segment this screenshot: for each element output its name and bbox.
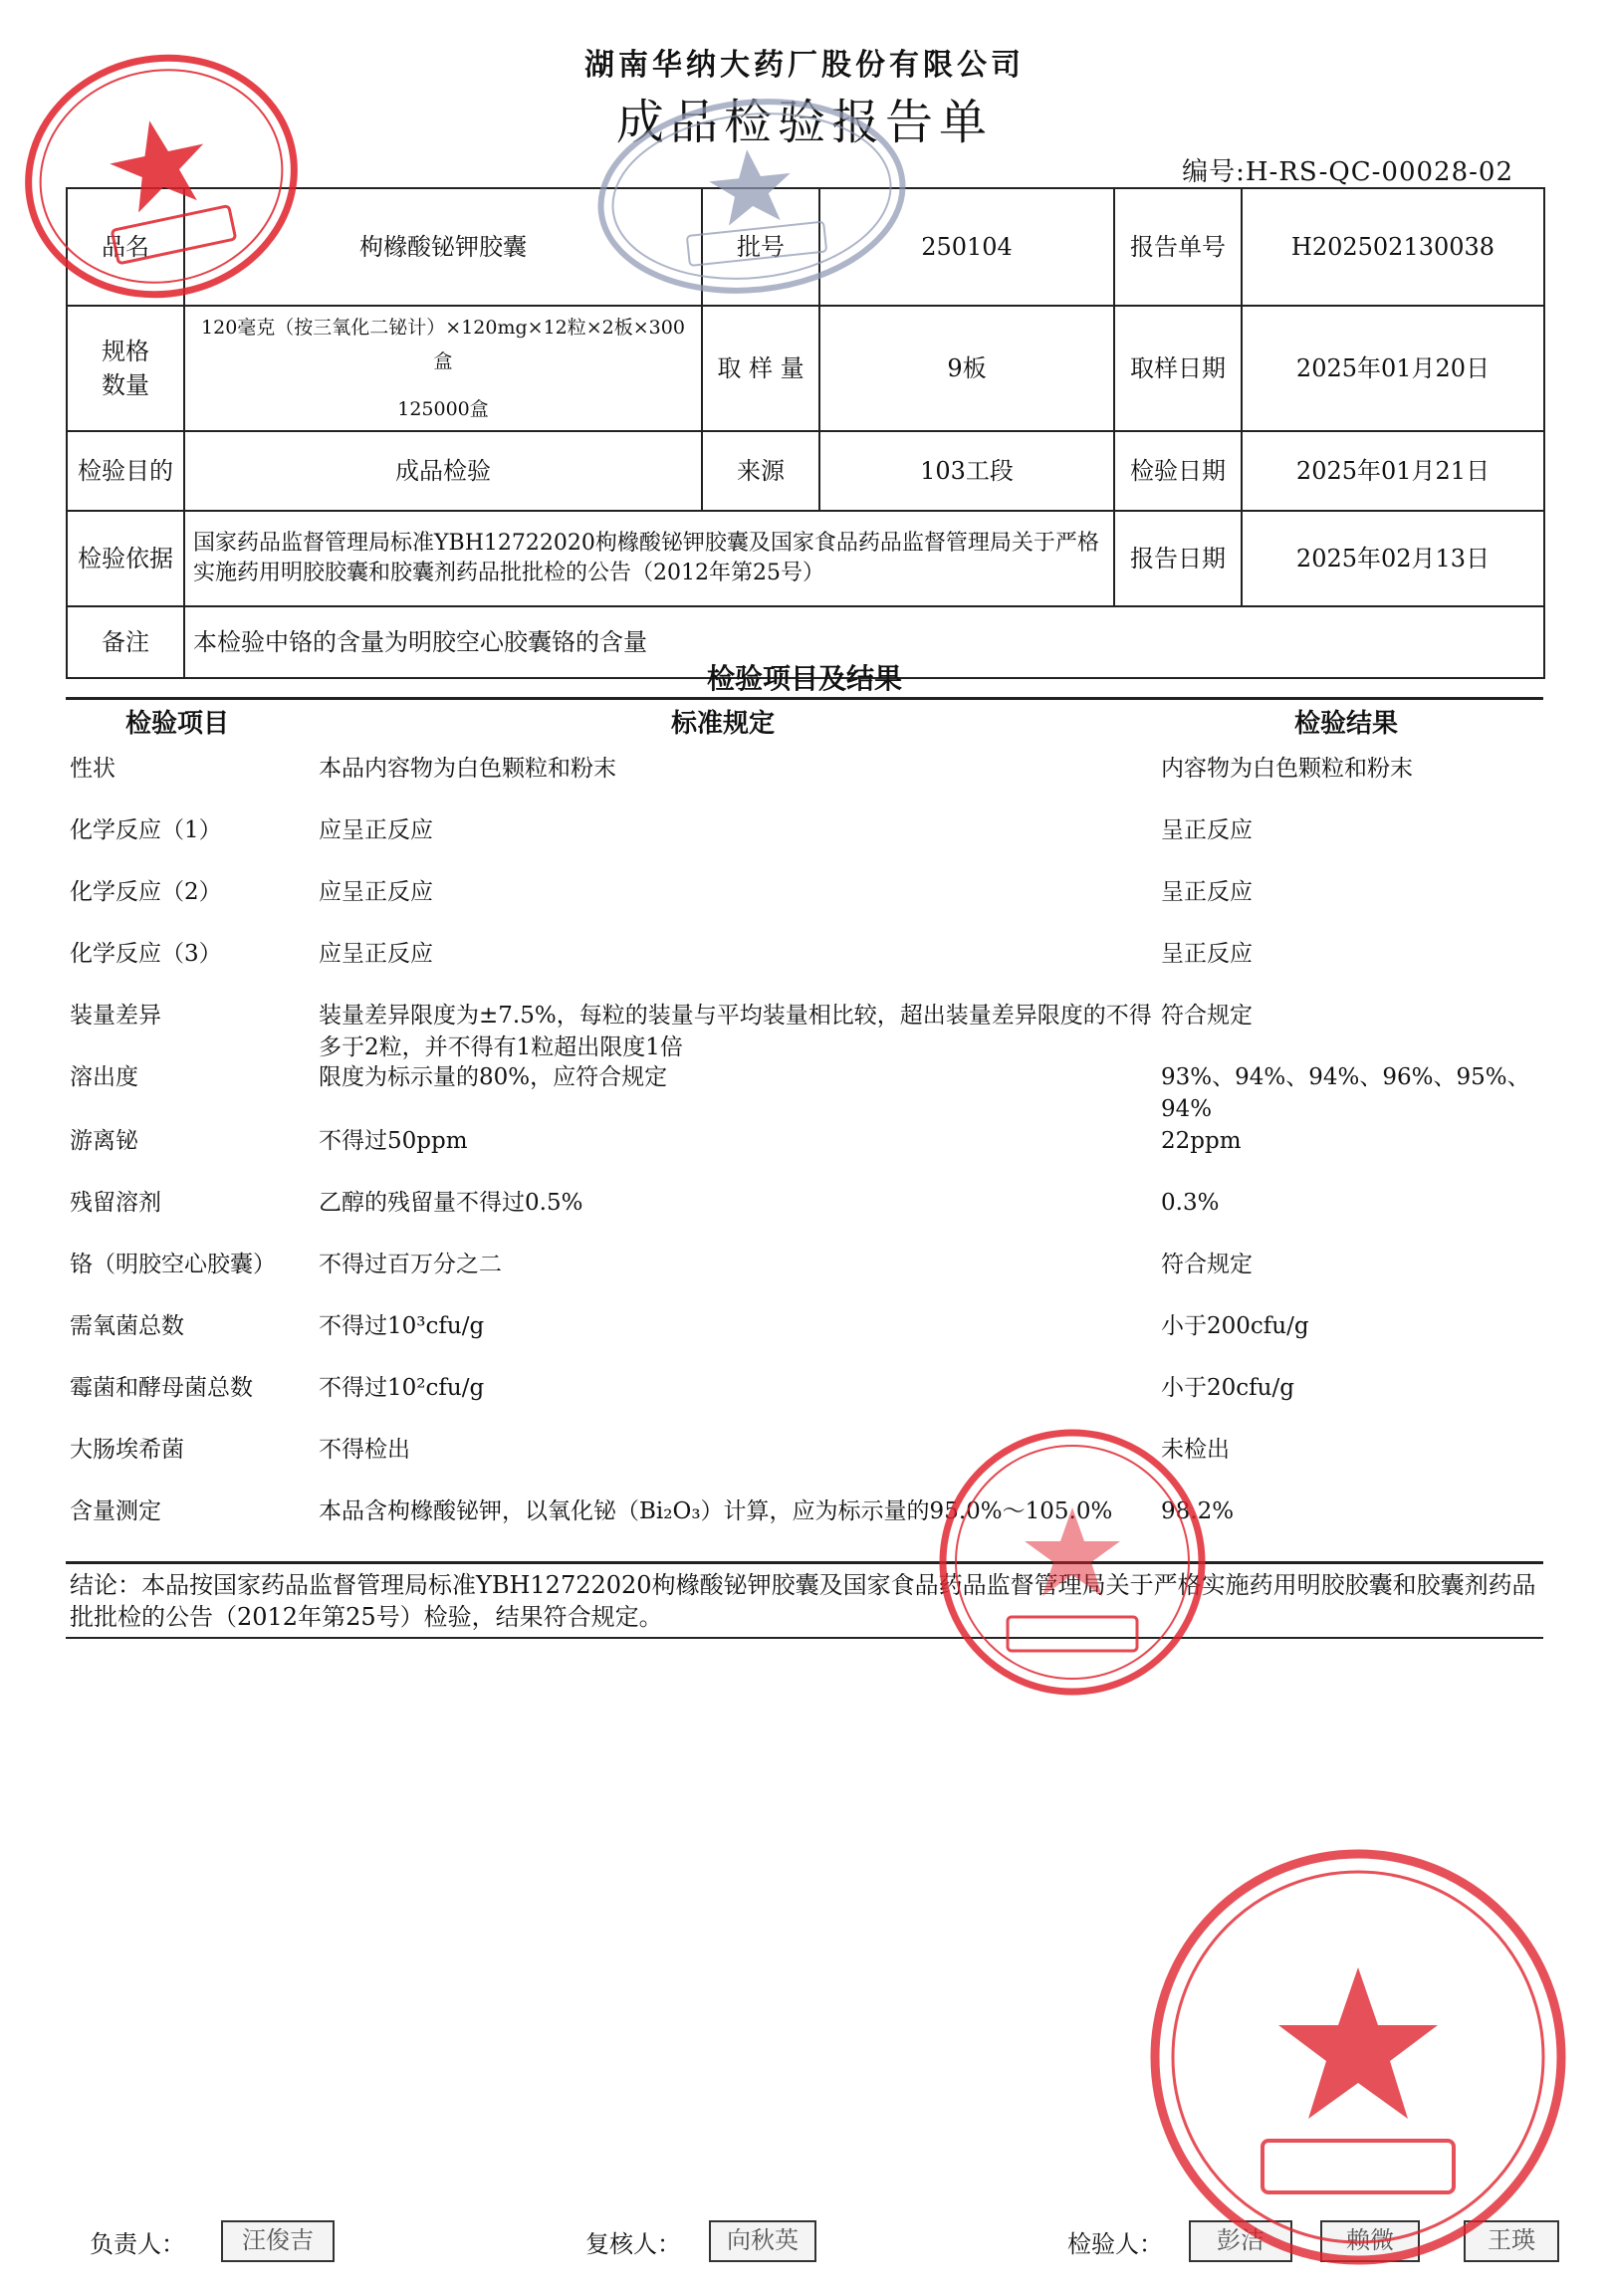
spec-label: 规格 <box>102 338 149 365</box>
result-row <box>0 1125 1609 1185</box>
result-standard: 应呈正反应 <box>319 817 433 843</box>
result-item: 溶出度 <box>70 1064 138 1090</box>
basis-value: 国家药品监督管理局标准YBH12722020枸橼酸铋钾胶囊及国家食品药品监督管理局关于严格实施药用明胶胶囊和胶囊剂药品批批检的公告（2012年第25号） <box>184 511 1114 606</box>
batch-label: 批号 <box>702 188 819 306</box>
source-value: 103工段 <box>819 431 1114 511</box>
result-value: 0.3% <box>1161 1190 1220 1216</box>
result-standard: 装量差异限度为±7.5%，每粒的装量与平均装量相比较，超出装量差异限度的不得多于2粒，并不得有1粒超出限度1倍 <box>319 1003 1152 1060</box>
result-standard: 乙醇的残留量不得过0.5% <box>319 1190 583 1216</box>
result-item: 铬（明胶空心胶囊） <box>70 1252 276 1277</box>
report-date-label: 报告日期 <box>1114 511 1242 606</box>
result-item: 化学反应（3） <box>70 941 222 967</box>
result-standard: 不得过10²cfu/g <box>319 1375 485 1401</box>
header-standard: 标准规定 <box>671 709 776 739</box>
result-row <box>0 1495 1609 1555</box>
result-item: 性状 <box>70 756 115 782</box>
report-no-label: 报告单号 <box>1114 188 1242 306</box>
result-row <box>0 938 1609 998</box>
sample-qty-value: 9板 <box>819 306 1114 431</box>
result-row <box>0 1187 1609 1247</box>
star-icon <box>1278 1967 1438 2119</box>
report-no-value: H202502130038 <box>1242 188 1544 306</box>
star-icon <box>103 111 214 216</box>
qty-value: 125000盒 <box>397 398 489 420</box>
result-value: 小于20cfu/g <box>1161 1375 1294 1401</box>
sample-qty-label: 取 样 量 <box>702 306 819 431</box>
qty-label: 数量 <box>102 371 149 399</box>
batch-value: 250104 <box>819 188 1114 306</box>
inspector-signature-2: 赖微 <box>1320 2220 1420 2262</box>
result-value: 22ppm <box>1161 1128 1242 1154</box>
result-value: 小于200cfu/g <box>1161 1313 1309 1339</box>
result-row <box>0 814 1609 874</box>
responsible-signature: 汪俊吉 <box>221 2220 335 2262</box>
document-number: 编号:H-RS-QC-00028-02 <box>1182 157 1513 187</box>
spec-value: 120毫克（按三氧化二铋计）×120mg×12粒×2板×300盒 <box>201 317 685 372</box>
purpose-value: 成品检验 <box>184 431 702 511</box>
result-value: 未检出 <box>1161 1437 1230 1463</box>
conclusion-bottom-rule <box>66 1637 1543 1639</box>
result-standard: 本品内容物为白色颗粒和粉末 <box>319 756 616 782</box>
result-item: 霉菌和酵母菌总数 <box>70 1375 253 1401</box>
result-row <box>0 1061 1609 1121</box>
result-standard: 不得过百万分之二 <box>319 1252 502 1277</box>
reviewer-signature: 向秋英 <box>709 2220 816 2262</box>
basis-label: 检验依据 <box>67 511 184 606</box>
quality-stamp-red <box>932 1422 1213 1703</box>
result-value: 内容物为白色颗粒和粉末 <box>1161 756 1413 782</box>
result-value: 呈正反应 <box>1161 817 1253 843</box>
inspector-signature-1: 彭洁 <box>1189 2220 1292 2262</box>
inspection-stamp-gray <box>587 92 916 301</box>
result-standard: 不得检出 <box>319 1437 410 1463</box>
remark-label: 备注 <box>67 606 184 678</box>
result-value: 符合规定 <box>1161 1003 1253 1029</box>
qc-stamp-red <box>1143 1842 1573 2272</box>
sample-date-label: 取样日期 <box>1114 306 1242 431</box>
result-item: 化学反应（1） <box>70 817 222 843</box>
result-value: 符合规定 <box>1161 1252 1253 1277</box>
inspector-label: 检验人： <box>1067 2230 1163 2258</box>
result-item: 游离铋 <box>70 1128 138 1154</box>
result-standard: 应呈正反应 <box>319 879 433 905</box>
conclusion: 结论：本品按国家药品监督管理局标准YBH12722020枸橼酸铋钾胶囊及国家食品药品监督管理局关于严格实施药用明胶胶囊和胶囊剂药品批批检的公告（2012年第25号）检验，结果符合规定。 <box>70 1571 1536 1631</box>
result-value: 呈正反应 <box>1161 879 1253 905</box>
result-row <box>0 1310 1609 1370</box>
inspection-stamp-red <box>16 46 307 307</box>
reviewer-label: 复核人： <box>585 2230 681 2258</box>
purpose-label: 检验目的 <box>67 431 184 511</box>
source-label: 来源 <box>702 431 819 511</box>
header-result: 检验结果 <box>1294 709 1399 739</box>
star-icon <box>1025 1507 1120 1596</box>
report-title: 成品检验报告单 <box>615 95 993 150</box>
star-icon <box>706 145 795 227</box>
result-standard: 不得过10³cfu/g <box>319 1313 485 1339</box>
result-standard: 限度为标示量的80%，应符合规定 <box>319 1064 668 1090</box>
report-date-value: 2025年02月13日 <box>1242 511 1544 606</box>
result-row <box>0 753 1609 812</box>
result-value: 呈正反应 <box>1161 941 1253 967</box>
header-item: 检验项目 <box>125 709 230 739</box>
result-item: 需氧菌总数 <box>70 1313 184 1339</box>
result-value: 93%、94%、94%、96%、95%、94% <box>1161 1064 1530 1122</box>
result-row <box>0 1372 1609 1432</box>
sample-date-value: 2025年01月20日 <box>1242 306 1544 431</box>
results-title: 检验项目及结果 <box>706 662 902 695</box>
inspector-signature-3: 王瑛 <box>1464 2220 1559 2262</box>
result-row <box>0 1434 1609 1493</box>
result-item: 化学反应（2） <box>70 879 222 905</box>
results-top-rule <box>66 697 1543 700</box>
result-row <box>0 876 1609 936</box>
result-standard: 不得过50ppm <box>319 1128 468 1154</box>
remark-value: 本检验中铬的含量为明胶空心胶囊铬的含量 <box>184 606 1544 678</box>
product-value: 枸橼酸铋钾胶囊 <box>184 188 702 306</box>
test-date-label: 检验日期 <box>1114 431 1242 511</box>
test-date-value: 2025年01月21日 <box>1242 431 1544 511</box>
spec-qty-value <box>184 306 702 431</box>
result-standard: 应呈正反应 <box>319 941 433 967</box>
spec-qty-label <box>67 306 184 431</box>
result-item: 含量测定 <box>70 1498 161 1524</box>
result-value: 98.2% <box>1161 1498 1235 1524</box>
result-item: 大肠埃希菌 <box>70 1437 184 1463</box>
result-row <box>0 1249 1609 1308</box>
product-label: 品名 <box>67 188 184 306</box>
result-item: 残留溶剂 <box>70 1190 161 1216</box>
result-item: 装量差异 <box>70 1003 161 1029</box>
result-standard: 本品含枸橼酸铋钾，以氧化铋（Bi₂O₃）计算，应为标示量的95.0%～105.0% <box>319 1498 1113 1524</box>
responsible-label: 负责人： <box>90 2230 185 2258</box>
conclusion-top-rule <box>66 1561 1543 1564</box>
company-name: 湖南华纳大药厂股份有限公司 <box>584 48 1025 83</box>
result-row <box>0 1000 1609 1059</box>
